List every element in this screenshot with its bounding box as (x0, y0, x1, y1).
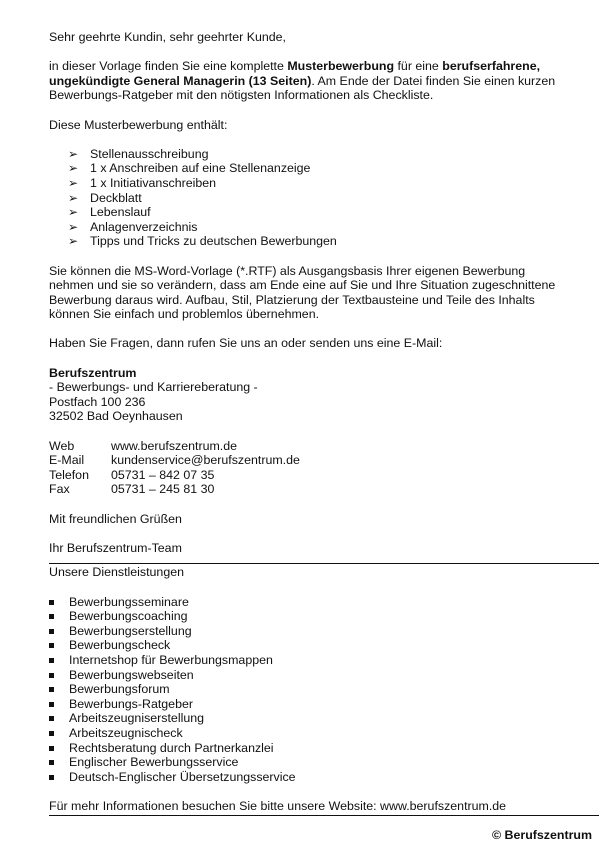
square-bullet-icon (49, 687, 54, 692)
contents-heading: Diese Musterbewerbung enthält: (49, 117, 228, 132)
square-bullet-icon (49, 643, 54, 648)
contact-key: E-Mail (49, 453, 85, 468)
service-label: Bewerbungsseminare (69, 594, 189, 609)
arrow-bullet-icon: ➢ (68, 175, 79, 190)
contents-list-item (49, 147, 569, 162)
service-label: Bewerbungscheck (69, 638, 171, 653)
square-bullet-icon (49, 716, 54, 721)
contents-list (49, 147, 569, 249)
contact-value: 05731 – 245 81 30 (111, 482, 215, 497)
arrow-bullet-icon: ➢ (68, 234, 79, 249)
service-list-item (49, 770, 569, 785)
company-city: 32502 Bad Oeynhausen (49, 409, 183, 424)
service-list-item (49, 741, 569, 756)
contact-key: Telefon (49, 467, 89, 482)
contents-list-item (49, 220, 569, 235)
service-list-item (49, 668, 569, 683)
arrow-bullet-icon: ➢ (68, 161, 79, 176)
contents-item-label: 1 x Initiativanschreiben (90, 175, 217, 190)
square-bullet-icon (49, 760, 54, 765)
service-label: Bewerbungserstellung (69, 623, 192, 638)
contact-row (49, 482, 569, 497)
service-label: Internetshop für Bewerbungsmappen (69, 652, 273, 667)
square-bullet-icon (49, 702, 54, 707)
service-list-item (49, 755, 569, 770)
arrow-bullet-icon: ➢ (68, 190, 79, 205)
copyright: © Berufszentrum (491, 828, 592, 842)
square-bullet-icon (49, 731, 54, 736)
service-label: Arbeitszeugnischeck (69, 725, 183, 740)
contact-row (49, 439, 569, 454)
service-list-item (49, 697, 569, 712)
service-list-item (49, 624, 569, 639)
service-list-item (49, 726, 569, 741)
contents-item-label: Lebenslauf (90, 205, 151, 220)
contents-list-item (49, 176, 569, 191)
contact-value: kundenservice@berufszentrum.de (111, 453, 300, 468)
service-label: Arbeitszeugniserstellung (69, 711, 204, 726)
closing: Mit freundlichen Grüßen (49, 511, 182, 526)
square-bullet-icon (49, 629, 54, 634)
divider-top (49, 563, 599, 564)
company-name: Berufszentrum (49, 365, 137, 380)
contact-value: 05731 – 842 07 35 (111, 467, 215, 482)
contents-list-item (49, 161, 569, 176)
service-list-item (49, 682, 569, 697)
company-tagline: - Bewerbungs- und Karriereberatung - (49, 380, 258, 395)
contents-item-label: 1 x Anschreiben auf eine Stellenanzeige (90, 161, 311, 176)
contents-list-item (49, 234, 569, 249)
arrow-bullet-icon: ➢ (68, 205, 79, 220)
square-bullet-icon (49, 746, 54, 751)
service-label: Bewerbungs-Ratgeber (69, 696, 193, 711)
service-label: Rechtsberatung durch Partnerkanzlei (69, 740, 274, 755)
services-heading: Unsere Dienstleistungen (49, 565, 184, 580)
greeting: Sehr geehrte Kundin, sehr geehrter Kunde, (49, 30, 286, 44)
intro-bold-musterbewerbung: Musterbewerbung (287, 59, 395, 74)
intro-paragraph: in dieser Vorlage finden Sie eine komplette Musterbewerbung für eine berufserfahrene, ungekündigte General Managerin (13 Seiten). Am Ende der Datei finden Sie einen kurzen Bewerbungs-Ratgeber mit den nötigsten Informationen als Checkliste. (49, 59, 556, 103)
company-street: Postfach 100 236 (49, 394, 146, 409)
service-list-item (49, 609, 569, 624)
questions-paragraph: Haben Sie Fragen, dann rufen Sie uns an oder senden uns eine E-Mail: (49, 336, 443, 351)
contents-item-label: Stellenausschreibung (90, 146, 209, 161)
services-list (49, 595, 569, 785)
contact-key: Fax (49, 482, 70, 497)
service-label: Englischer Bewerbungsservice (69, 755, 239, 770)
more-info: Für mehr Informationen besuchen Sie bitte unsere Website: www.berufszentrum.de (49, 798, 507, 813)
arrow-bullet-icon: ➢ (68, 146, 79, 161)
signature: Ihr Berufszentrum-Team (49, 540, 182, 555)
service-label: Bewerbungsforum (69, 682, 170, 697)
contents-item-label: Tipps und Tricks zu deutschen Bewerbungen (90, 234, 337, 249)
contact-key: Web (49, 438, 75, 453)
square-bullet-icon (49, 600, 54, 605)
square-bullet-icon (49, 658, 54, 663)
contact-block (49, 439, 569, 497)
square-bullet-icon (49, 614, 54, 619)
contents-item-label: Deckblatt (90, 190, 142, 205)
service-label: Deutsch-Englischer Übersetzungsservice (69, 769, 296, 784)
square-bullet-icon (49, 775, 54, 780)
contact-row (49, 468, 569, 483)
usage-paragraph: Sie können die MS-Word-Vorlage (*.RTF) als Ausgangsbasis Ihrer eigenen Bewerbung nehmen und sie so verändern, dass am Ende eine auf Sie und Ihre Situation zugeschnittene Bewerbung daraus wird. Aufbau, Stil, Platzierung der Textbausteine und Teile des Inhalts können Sie einfach und problemlos übernehmen. (49, 263, 556, 322)
square-bullet-icon (49, 673, 54, 678)
arrow-bullet-icon: ➢ (68, 219, 79, 234)
service-list-item (49, 595, 569, 610)
contents-item-label: Anlagenverzeichnis (90, 219, 198, 234)
document-page (49, 30, 569, 816)
contents-list-item (49, 191, 569, 206)
service-label: Bewerbungswebseiten (69, 667, 194, 682)
service-label: Bewerbungscoaching (69, 609, 188, 624)
contact-row (49, 453, 569, 468)
contact-value: www.berufszentrum.de (111, 438, 238, 453)
contents-list-item (49, 205, 569, 220)
intro-bold-position: berufserfahrene, ungekündigte General Managerin (13 Seiten) (49, 59, 541, 88)
service-list-item (49, 711, 569, 726)
service-list-item (49, 638, 569, 653)
divider-bottom (49, 815, 599, 816)
service-list-item (49, 653, 569, 668)
